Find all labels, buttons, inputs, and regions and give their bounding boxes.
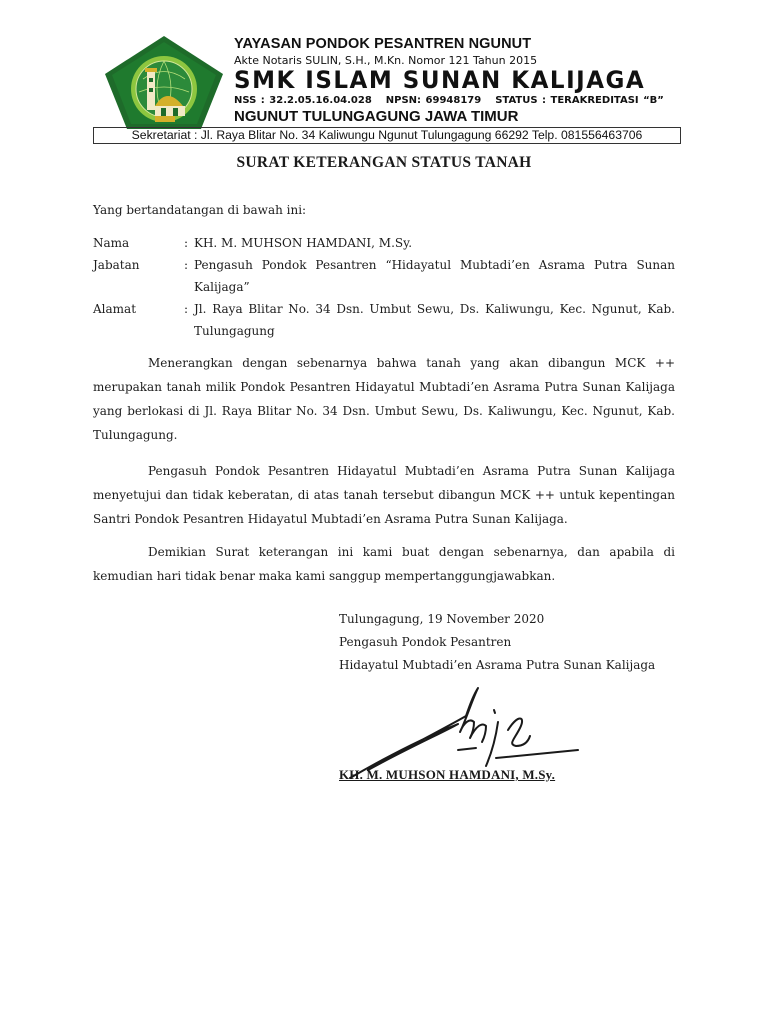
field-separator: : [184,302,189,316]
school-identifiers [234,95,664,106]
letterhead [93,34,683,146]
accreditation-status: STATUS : TERAKREDITASI “B” [495,95,664,106]
school-location: NGUNUT TULUNGAGUNG JAWA TIMUR [234,108,519,125]
field-value: Pengasuh Pondok Pesantren “Hidayatul Mubtadi’en Asrama Putra Sunan Kalijaga” [194,258,675,294]
field-row-alamat [93,298,675,342]
notary-deed: Akte Notaris SULIN, S.H., M.Kn. Nomor 121 Tahun 2015 [234,54,538,67]
place-date: Tulungagung, 19 November 2020 [339,612,545,626]
school-name: SMK ISLAM SUNAN KALIJAGA [234,67,646,95]
field-label: Nama [93,236,130,250]
body-paragraph: Demikian Surat keterangan ini kami buat dengan sebenarnya, dan apabila di kemudian hari tidak benar maka kami sanggup mempertanggungjawabkan. [93,545,675,583]
signer-role-line2: Hidayatul Mubtadi’en Asrama Putra Sunan Kalijaga [339,658,656,672]
field-label: Alamat [93,302,137,316]
body-paragraph: Pengasuh Pondok Pesantren Hidayatul Mubtadi’en Asrama Putra Sunan Kalijaga menyetujui dan tidak keberatan, di atas tanah tersebut dibangun MCK ++ untuk kepentingan Santri Pondok Pesantren Hidayatul Mubtadi’en Asrama Putra Sunan Kalijaga. [93,464,675,526]
npsn-number: NPSN: 69948179 [385,95,482,106]
field-value: Jl. Raya Blitar No. 34 Dsn. Umbut Sewu, Ds. Kaliwungu, Kec. Ngunut, Kab. Tulungagung [194,302,675,338]
secretariat-address: Sekretariat : Jl. Raya Blitar No. 34 Kaliwungu Ngunut Tulungagung 66292 Telp. 081556463706 [93,127,681,144]
signer-details [93,232,675,342]
signer-role-line1: Pengasuh Pondok Pesantren [339,635,512,649]
body-paragraph: Menerangkan dengan sebenarnya bahwa tanah yang akan dibangun MCK ++ merupakan tanah milik Pondok Pesantren Hidayatul Mubtadi’en Asrama Putra Sunan Kalijaga yang berlokasi di Jl. Raya Blitar No. 34 Dsn. Umbut Sewu, Ds. Kaliwungu, Kec. Ngunut, Kab. Tulungagung. [93,356,675,442]
field-separator: : [184,236,189,250]
foundation-name: YAYASAN PONDOK PESANTREN NGUNUT [234,36,532,52]
pesantren-crest-icon [103,34,225,130]
nss-number: NSS : 32.2.05.16.04.028 [234,95,372,106]
field-value: KH. M. MUHSON HAMDANI, M.Sy. [194,236,413,250]
document-title: SURAT KETERANGAN STATUS TANAH [236,154,532,171]
signer-name: KH. M. MUHSON HAMDANI, M.Sy. [339,767,556,782]
intro-line: Yang bertandatangan di bawah ini: [93,203,307,217]
field-row-nama [93,232,675,254]
field-separator: : [184,258,189,272]
field-label: Jabatan [93,258,140,272]
signature-block [339,608,679,677]
field-row-jabatan [93,254,675,298]
